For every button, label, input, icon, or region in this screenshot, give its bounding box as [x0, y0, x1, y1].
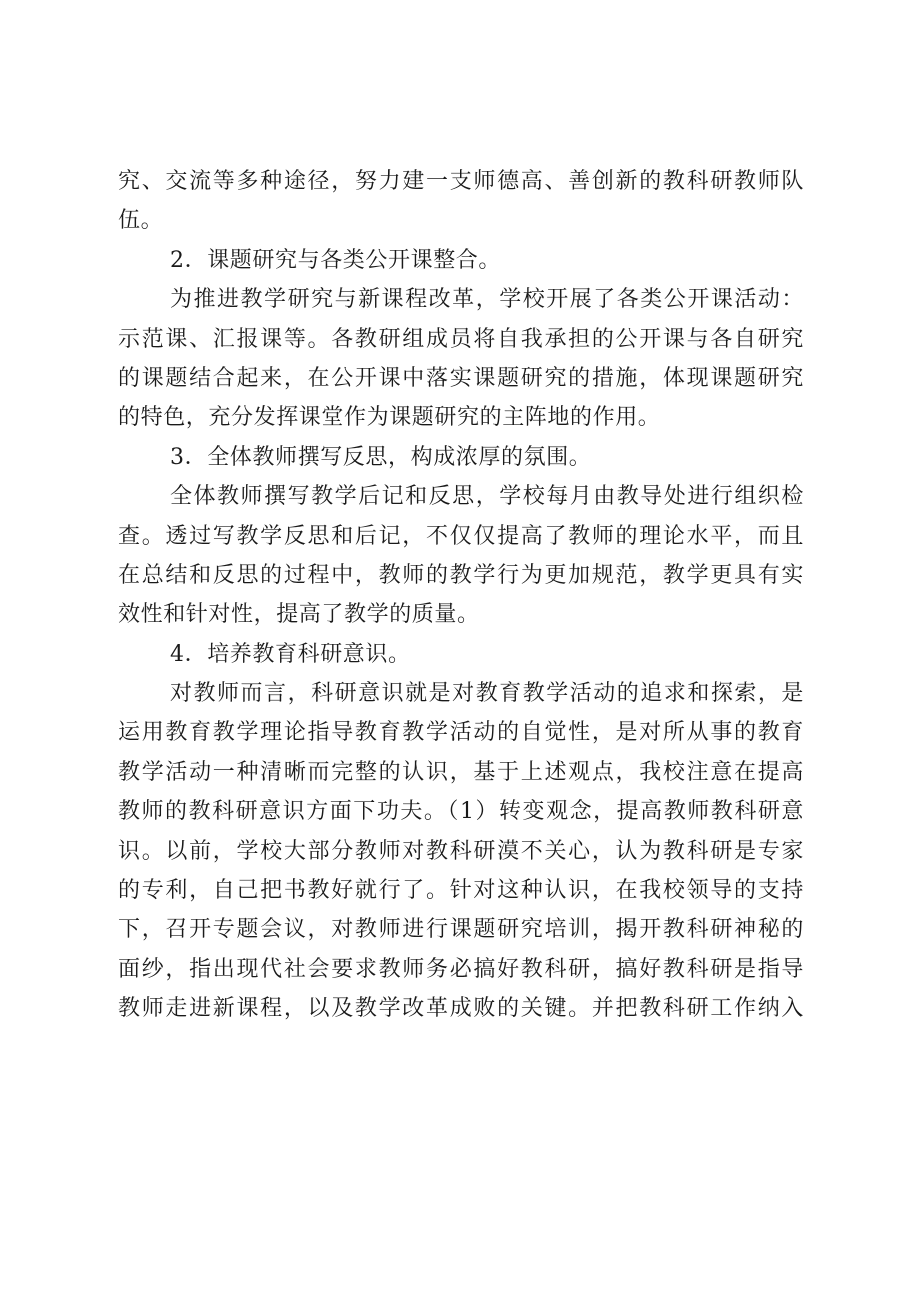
paragraph	[118, 477, 804, 635]
text-line: 对教师而言，科研意识就是对教育教学活动的追求和探索，是	[170, 681, 804, 707]
text-line: 的特色，充分发挥课堂作为课题研究的主阵地的作用。	[118, 405, 661, 431]
document-page	[118, 162, 804, 1029]
text-line: 全体教师撰写教学后记和反思，学校每月由教导处进行组织检	[170, 484, 804, 510]
text-line: 究、交流等多种途径，努力建一支师德高、善创新的教科研教师队	[118, 169, 804, 194]
paragraph	[118, 674, 804, 1029]
text-line: 教学活动一种清晰而完整的认识，基于上述观点，我校注意在提高	[118, 759, 804, 785]
text-line: 2．课题研究与各类公开课整合。	[170, 247, 501, 273]
text-line: 伍。	[118, 208, 164, 234]
text-line: 的课题结合起来，在公开课中落实课题研究的措施，体现课题研究	[118, 365, 804, 391]
section-heading	[118, 241, 804, 280]
text-line: 面纱，指出现代社会要求教师务必搞好教科研，搞好教科研是指导	[118, 956, 804, 982]
text-line: 效性和针对性，提高了教学的质量。	[118, 602, 480, 628]
paragraph	[118, 280, 804, 438]
text-line: 教师走进新课程，以及教学改革成败的关键。并把教科研工作纳入	[118, 996, 804, 1022]
paragraph	[118, 162, 804, 241]
text-line: 的专利，自己把书教好就行了。针对这种认识，在我校领导的支持	[118, 878, 804, 904]
text-line: 教师的教科研意识方面下功夫。（1）转变观念，提高教师教科研意	[118, 799, 804, 825]
text-line: 为推进教学研究与新课程改革，学校开展了各类公开课活动：	[170, 287, 804, 313]
section-heading	[118, 635, 804, 674]
text-line: 3．全体教师撰写反思，构成浓厚的氛围。	[170, 444, 592, 470]
text-line: 运用教育教学理论指导教育教学活动的自觉性，是对所从事的教育	[118, 720, 804, 746]
text-line: 查。透过写教学反思和后记，不仅仅提高了教师的理论水平，而且	[118, 523, 804, 549]
section-heading	[118, 438, 804, 477]
text-line: 示范课、汇报课等。各教研组成员将自我承担的公开课与各自研究	[118, 326, 804, 352]
text-line: 下，召开专题会议，对教师进行课题研究培训，揭开教科研神秘的	[118, 917, 804, 943]
text-line: 在总结和反思的过程中，教师的教学行为更加规范，教学更具有实	[118, 562, 804, 588]
text-line: 4．培养教育科研意识。	[170, 641, 411, 667]
text-line: 识。以前，学校大部分教师对教科研漠不关心，认为教科研是专家	[118, 838, 804, 864]
